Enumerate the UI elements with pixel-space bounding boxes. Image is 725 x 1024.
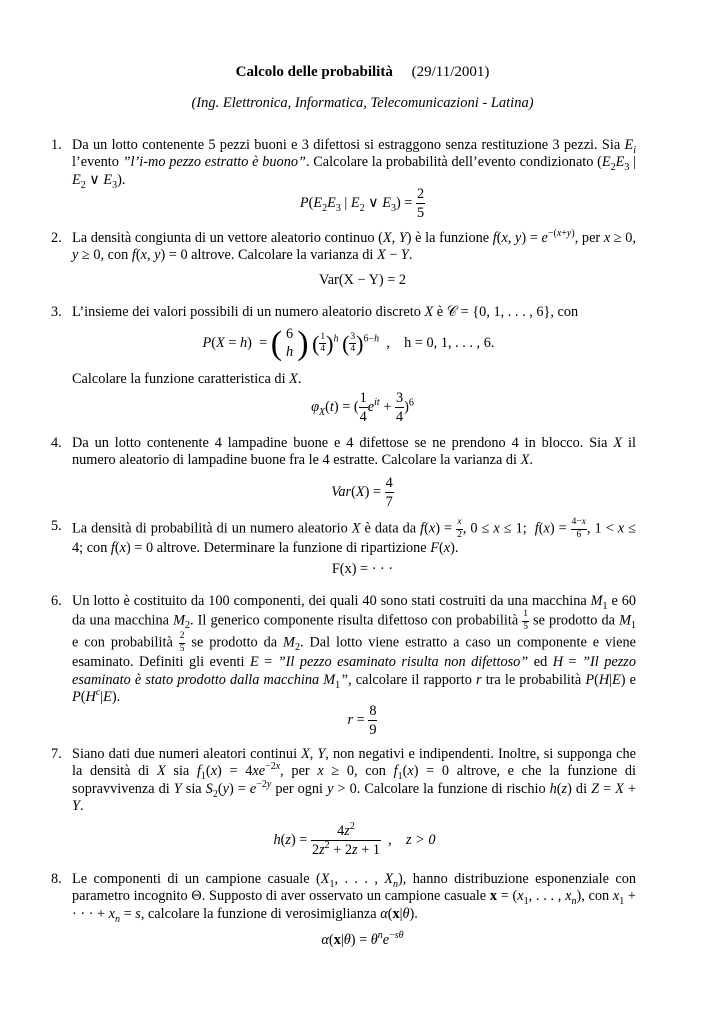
- problem-text: Da un lotto contenente 4 lampadine buone e 4 difettose se ne prendono 4 in blocco. Sia X il numero aleatorio di lampadine buone fra le 4 estratte. Calcolare la varianza di X.: [72, 435, 636, 469]
- answer-4: Var(X) = $\frac{4}{7}$: [331, 475, 393, 511]
- problem-text: L’insieme dei valori possibili di un numero aleatorio discreto X è 𝒞 = {0, 1, . . . , 6}, con: [72, 304, 579, 320]
- answer-3: $\varphi_X(t)$ = ( $\frac{1}{4}$ $e^{it}$ + $\frac{3}{4}$ )$^6$: [311, 390, 414, 426]
- problem-5: [51, 518, 636, 557]
- problem-8: [51, 871, 636, 923]
- answer-7: h(z) = $\frac{4z^2}{2z^2 + 2z + 1}$ , z > 0: [273, 821, 436, 859]
- problem-3-request: Calcolare la funzione caratteristica di X.: [72, 371, 302, 387]
- answer-6: r = $\frac{8}{9}$: [347, 703, 377, 739]
- answer-5: F(x) = · · ·: [331, 561, 394, 577]
- answer-1: $P(E_2E_3$ | $E_2$ ∨ $E_3$) = $\frac{2}{5}$: [299, 186, 425, 222]
- page-title: Calcolo delle probabilità (29/11/2001): [235, 64, 490, 80]
- formula-3: P(X = h) = ( 6 h ) ( $\frac{1}{4}$ )$^h$ ( $\frac{3}{4}$ )$^{6-h}$ , h = 0, 1, . . . , 6.: [202, 324, 495, 362]
- problem-text: Da un lotto contenente 5 pezzi buoni e 3 difettosi si estraggono senza restituzione 3 pezzi. Sia $E_i$ l’evento ”l’i-mo pezzo estratto è buono”. Calcolare la probabilità dell’evento condizionato ($E_2E_3$ | $E_2$ ∨ $E_3$).: [72, 137, 636, 191]
- problem-number: 6.: [51, 593, 62, 609]
- problem-6: [51, 593, 636, 707]
- problem-1: [51, 137, 636, 189]
- problem-number: 5.: [51, 518, 62, 534]
- problem-7: [51, 746, 636, 816]
- problem-text: Le componenti di un campione casuale ($X_1$, . . . , $X_n$), hanno distribuzione esponenziale con parametro incognito Θ. Supposto di aver osservato un campione casuale $x = (x_1$, . . . , $x_n$), con $x_1$ + · · · + $x_n = s$, calcolare la funzione di verosimiglianza α(x|θ).: [72, 871, 637, 925]
- problem-text: La densità di probabilità di un numero aleatorio X è data da f(x) = $\frac{x}{2}$ , 0 ≤ x ≤ 1; f(x) = $\frac{4-x}{6}$ , 1 < x ≤ 4; con f(x) = 0 altrove. Determinare la funzione di ripartizione F(x).: [72, 517, 636, 556]
- problem-number: 2.: [51, 230, 62, 246]
- problem-number: 8.: [51, 871, 62, 887]
- problem-text: Siano dati due numeri aleatori continui X, Y, non negativi e indipendenti. Inoltre, si supponga che la densità di X sia $f_1(x) = 4xe^{-2x}$, per x ≥ 0, con $f_1(x) = 0$ altrove, e che la funzione di sopravvivenza di Y sia $S_2(y) = e^{-2y}$ per ogni y > 0. Calcolare la funzione di rischio h(z) di Z = X + Y.: [72, 746, 637, 815]
- answer-8: $\alpha(x|\theta) = \theta^ne^{-s\theta}$: [321, 930, 404, 948]
- page-subtitle: (Ing. Elettronica, Informatica, Telecomunicazioni - Latina): [191, 95, 534, 111]
- problem-text: Un lotto è costituito da 100 componenti, dei quali 40 sono stati costruiti da una macchina $M_1$ e 60 da una macchina $M_2$. Il generico componente risulta difettoso con probabilità $\frac{1}{5}$ se prodotto da $M_1$ e con probabilità $\frac{2}{5}$ se prodotto da $M_2$. Dal lotto viene estratto a caso un componente e viene esaminato. Definiti gli eventi E = ”Il pezzo esaminato risulta non difettoso” ed H = ”Il pezzo esaminato è stato prodotto dalla macchina $M_1$”, calcolare il rapporto r tra le probabilità P(H|E) e $P(H^c|E)$.: [72, 593, 636, 706]
- answer-2: Var(X − Y) = 2: [318, 272, 407, 288]
- problem-number: 4.: [51, 435, 62, 451]
- problem-4: [51, 435, 636, 470]
- problem-number: 1.: [51, 137, 62, 153]
- problem-3: [51, 304, 636, 321]
- problem-2: [51, 230, 636, 265]
- problem-number: 7.: [51, 746, 62, 762]
- problem-text: La densità congiunta di un vettore aleatorio continuo (X, Y) è la funzione f(x, $y) = e^{-(x+y)}$, per x ≥ 0, y ≥ 0, con f(x, y) = 0 altrove. Calcolare la varianza di X − Y.: [72, 228, 636, 264]
- problem-number: 3.: [51, 304, 62, 320]
